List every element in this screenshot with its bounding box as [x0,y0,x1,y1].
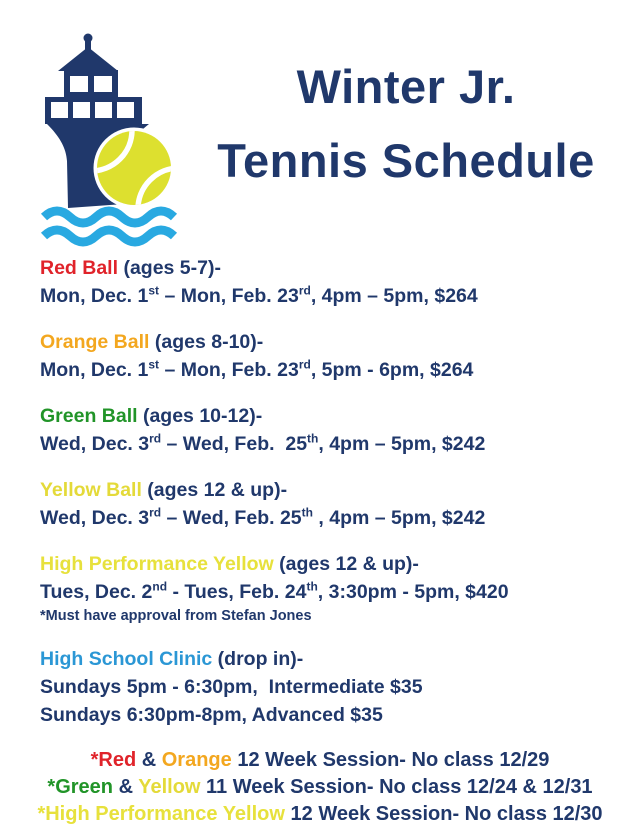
footnote-high-performance [0,801,640,828]
footnote-green-yellow [0,774,640,801]
ordinal-superscript: rd [298,283,311,298]
lighthouse-roof [58,47,118,71]
text-segment: Mon, Dec. 1 [40,359,149,381]
text-segment: – Wed, Feb. 25 [161,507,302,529]
ordinal-superscript: th [307,431,319,446]
wave-top [44,211,174,223]
gallery-window [73,102,90,118]
ordinal-superscript: th [306,579,318,594]
text-segment: – Mon, Feb. 23 [159,285,299,307]
section-schedule-line [40,701,624,729]
text-segment: 12 Week Session- No class 12/30 [284,803,603,825]
section-heading-name: Yellow Ball [40,479,142,501]
lighthouse-tennis-logo [14,33,184,249]
text-segment: Mon, Dec. 1 [40,285,149,307]
section-high-school-clinic [40,645,624,729]
section-heading-suffix: (ages 8-10)- [149,331,264,353]
section-schedule-line [40,356,624,384]
text-segment: Wed, Dec. 3 [40,507,150,529]
section-orange-ball [40,328,624,384]
wave-bottom [44,230,174,242]
lighthouse-tennis-icon [14,33,184,249]
section-schedule-line [40,673,624,701]
text-segment: & [136,749,162,771]
section-heading-suffix: (ages 12 & up)- [273,553,419,575]
section-heading-suffix: (ages 12 & up)- [141,479,288,501]
section-schedule-line [40,430,624,458]
ordinal-superscript: rd [298,357,311,372]
ordinal-superscript: nd [152,579,168,594]
gallery-window [117,102,134,118]
ordinal-superscript: th [301,505,313,520]
section-heading [40,254,624,282]
approval-note: *Must have approval from Stefan Jones [40,608,312,624]
text-segment: 12 Week Session- No class 12/29 [231,749,550,771]
section-heading-name: Green Ball [40,405,138,427]
gallery-window [51,102,68,118]
section-heading [40,402,624,430]
section-red-ball [40,254,624,310]
section-schedule-line [40,578,624,606]
section-heading [40,476,624,504]
text-segment: & [113,776,139,798]
text-segment: Tues, Dec. 2 [40,581,153,603]
section-schedule-line [40,282,624,310]
footnotes [0,747,640,828]
section-yellow-ball [40,476,624,532]
cabin-window [70,76,88,92]
section-high-performance-yellow [40,550,624,627]
text-segment: , 4pm – 5pm, $242 [318,433,486,455]
ordinal-superscript: st [148,283,160,298]
ordinal-superscript: rd [149,505,162,520]
text-segment: – Wed, Feb. 25 [161,433,308,455]
title-line-1: Winter Jr. [296,60,516,113]
cabin-window [94,76,112,92]
text-segment: - Tues, Feb. 24 [167,581,307,603]
footnote-red-orange [0,747,640,774]
text-segment: Sundays 5pm - 6:30pm, Intermediate $35 [40,676,423,698]
text-segment: , 3:30pm - 5pm, $420 [317,581,509,603]
section-green-ball [40,402,624,458]
section-heading-name: High Performance Yellow [40,553,274,575]
section-heading-suffix: (drop in)- [212,648,304,670]
text-segment: , 5pm - 6pm, $264 [310,359,474,381]
text-segment: , 4pm – 5pm, $242 [312,507,486,529]
text-segment: *Green [47,776,114,798]
text-segment: *High Performance Yellow [37,803,285,825]
section-heading [40,328,624,356]
section-heading-suffix: (ages 5-7)- [118,257,221,279]
text-segment: Yellow [138,776,201,798]
section-heading-name: Red Ball [40,257,119,279]
text-segment: , 4pm – 5pm, $264 [310,285,478,307]
section-heading-name: Orange Ball [40,331,150,353]
text-segment: Wed, Dec. 3 [40,433,150,455]
text-segment: Orange [161,749,232,771]
section-heading-name: High School Clinic [40,648,213,670]
header [0,0,640,248]
ordinal-superscript: rd [149,431,162,446]
section-heading-suffix: (ages 10-12)- [137,405,263,427]
section-heading [40,550,624,578]
gallery-window [95,102,112,118]
text-segment: – Mon, Feb. 23 [159,359,299,381]
schedule-list [0,248,640,729]
section-schedule-line [40,504,624,532]
title-line-2: Tennis Schedule [217,134,595,187]
ordinal-superscript: st [148,357,160,372]
text-segment: Sundays 6:30pm-8pm, Advanced $35 [40,704,383,726]
text-segment: 11 Week Session- No class 12/24 & 12/31 [200,776,593,798]
section-heading [40,645,624,673]
text-segment: *Red [90,749,137,771]
page-title [172,50,640,198]
